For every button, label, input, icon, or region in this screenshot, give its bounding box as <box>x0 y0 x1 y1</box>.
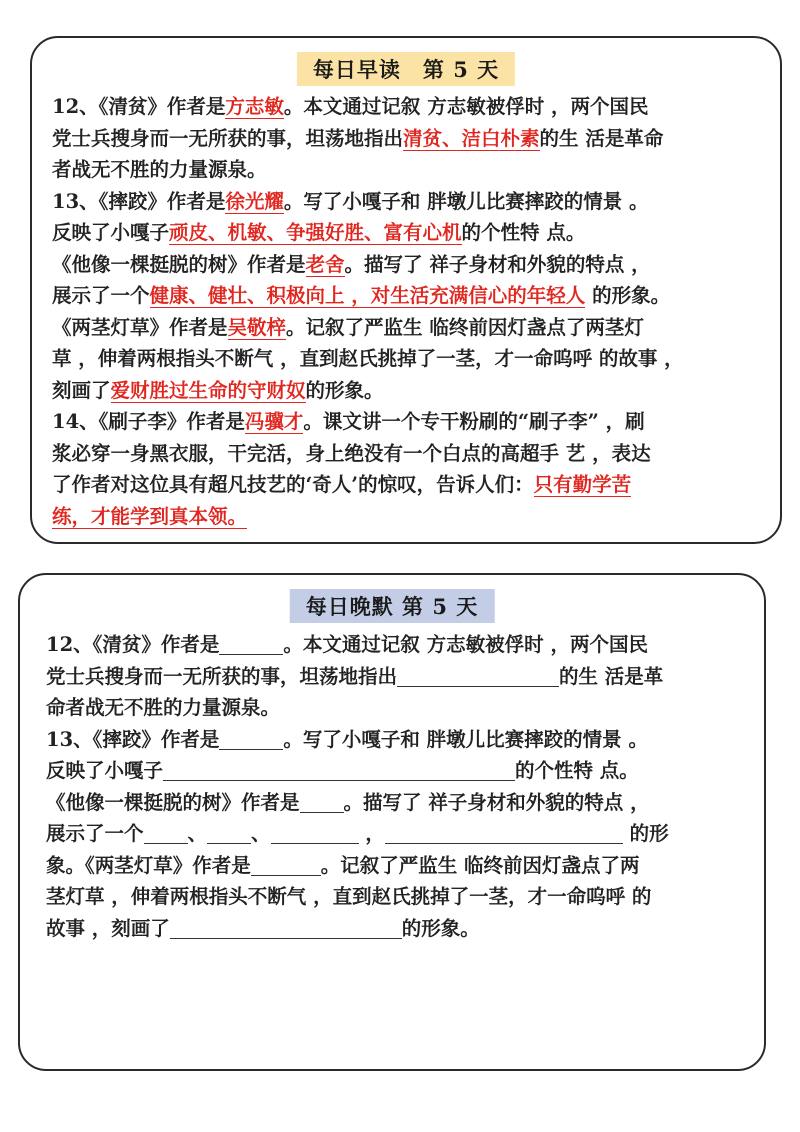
answer-blank[interactable] <box>385 821 623 844</box>
morning-line-10 <box>52 375 766 407</box>
text: 命者战无不胜的力量源泉。 <box>46 696 281 719</box>
evening-line-5 <box>46 755 750 787</box>
text: 的形象。 <box>585 284 671 307</box>
answer: 老舍 <box>305 252 345 276</box>
answer-blank[interactable] <box>219 727 283 750</box>
text: 茎灯草 ，伸着两根指头不断气 ，直到赵氏挑掉了一茎，才一命呜呼 的 <box>46 885 652 908</box>
morning-reading-card <box>30 36 782 544</box>
answer: 清贫、洁白朴素 <box>403 126 540 150</box>
text: 。本文通过记叙 方志敏被俘时 ，两个国民 <box>283 95 649 118</box>
answer: 徐光耀 <box>225 189 284 213</box>
text: 者战无不胜的力量源泉。 <box>52 158 267 181</box>
answer-blank[interactable] <box>144 821 188 844</box>
morning-line-4 <box>52 186 766 218</box>
answer-blank[interactable] <box>170 916 402 939</box>
answer-blank[interactable] <box>207 821 251 844</box>
evening-body <box>46 629 750 944</box>
answer: 顽皮、机敏、争强好胜、富有心机 <box>169 221 462 244</box>
text: 党士兵搜身而一无所获的事，坦荡地指出 <box>52 126 404 150</box>
text: 。描写了 祥子身材和外貌的特点 ， <box>343 790 650 814</box>
answer-blank[interactable] <box>271 821 359 844</box>
answer-blank[interactable] <box>219 632 283 655</box>
text: 的形 <box>622 822 669 845</box>
answer: 冯骥才 <box>244 410 304 433</box>
answer-blank[interactable] <box>300 790 344 813</box>
text: 。记叙了严监生 临终前因灯盏点了两 <box>320 853 640 877</box>
text: 的个性特 点。 <box>515 759 639 782</box>
evening-line-10 <box>46 913 750 945</box>
morning-line-11 <box>52 406 766 438</box>
evening-line-3 <box>46 692 750 724</box>
evening-line-6 <box>46 787 750 819</box>
evening-line-4 <box>46 724 750 756</box>
answer-blank[interactable] <box>397 664 559 687</box>
text: 《他像一棵挺脱的树》作者是 <box>46 790 300 814</box>
text: ， <box>358 822 385 845</box>
text: 《他像一棵挺脱的树》作者是 <box>52 252 306 276</box>
evening-line-8 <box>46 850 750 882</box>
morning-line-1 <box>52 91 766 123</box>
text: 反映了小嘎子 <box>46 759 164 782</box>
text: 的生 活是革 <box>559 664 664 688</box>
text: 12、《清贫》作者是 <box>46 633 220 656</box>
morning-line-3 <box>52 154 766 186</box>
evening-line-1 <box>46 629 750 661</box>
evening-dictation-card <box>18 573 766 1071</box>
text: 的个性特 点。 <box>461 221 586 244</box>
morning-title: 每日早读 第 5 天 <box>297 52 515 86</box>
text: 反映了小嘎子 <box>52 221 170 244</box>
text: 13、《摔跤》作者是 <box>52 189 226 213</box>
text: 展示了一个 <box>52 284 150 307</box>
text: 、 <box>251 822 271 845</box>
answer: 吴敬梓 <box>227 315 287 339</box>
answer: 只有勤学苦 <box>533 473 632 496</box>
text: 了作者对这位具有超凡技艺的‘奇人’的惊叹，告诉人们： <box>52 473 534 496</box>
text: 故事 ，刻画了 <box>46 916 170 940</box>
morning-line-7 <box>52 280 766 312</box>
morning-line-5 <box>52 217 766 249</box>
text: 的形象。 <box>401 916 480 940</box>
answer: 健康、健壮、积极向上 ，对生活充满信心的年轻人 <box>149 284 586 307</box>
answer: 方志敏 <box>225 95 284 118</box>
text: 。本文通过记叙 方志敏被俘时 ，两个国民 <box>283 633 648 656</box>
evening-line-7 <box>46 818 750 850</box>
text: 浆必穿一身黑衣服，干完活，身上绝没有一个白点的高超手 艺 ，表达 <box>52 441 651 465</box>
text: 。写了小嘎子和 胖墩儿比赛摔跤的情景 。 <box>283 727 648 751</box>
text: 的生 活是革命 <box>539 126 664 150</box>
text: 党士兵搜身而一无所获的事，坦荡地指出 <box>46 664 398 688</box>
text: 、 <box>187 822 208 845</box>
text: 。记叙了严监生 临终前因灯盏点了两茎灯 <box>286 315 644 339</box>
morning-line-14 <box>52 501 766 533</box>
text: 12、《清贫》作者是 <box>52 95 226 118</box>
morning-line-9 <box>52 343 766 375</box>
text: 展示了一个 <box>46 822 144 845</box>
morning-line-8 <box>52 312 766 344</box>
answer: 爱财胜过生命的守财奴 <box>110 378 306 402</box>
text: 的形象。 <box>305 378 384 402</box>
text: 14、《刷子李》作者是 <box>52 410 245 433</box>
text: 。写了小嘎子和 胖墩儿比赛摔跤的情景 。 <box>283 189 649 213</box>
evening-line-2 <box>46 661 750 693</box>
text: 刻画了 <box>52 378 111 402</box>
morning-line-2 <box>52 123 766 155</box>
text: 。课文讲一个专干粉刷的“刷子李” ，刷 <box>303 410 645 433</box>
text: 象。《两茎灯草》作者是 <box>46 853 251 877</box>
evening-title: 每日晚默 第 5 天 <box>290 589 495 623</box>
morning-body <box>52 91 766 532</box>
answer-blank[interactable] <box>251 853 321 876</box>
morning-line-13 <box>52 469 766 501</box>
morning-line-12 <box>52 438 766 470</box>
answer-blank[interactable] <box>163 758 515 781</box>
text: 。描写了 祥子身材和外貌的特点 ， <box>344 252 651 276</box>
text: 13、《摔跤》作者是 <box>46 727 220 751</box>
answer: 练，才能学到真本领。 <box>52 504 248 528</box>
evening-line-9 <box>46 881 750 913</box>
text: 《两茎灯草》作者是 <box>52 315 228 339</box>
morning-line-6 <box>52 249 766 281</box>
text: 草 ，伸着两根指头不断气 ，直到赵氏挑掉了一茎，才一命呜呼 的故事 ， <box>52 347 684 370</box>
